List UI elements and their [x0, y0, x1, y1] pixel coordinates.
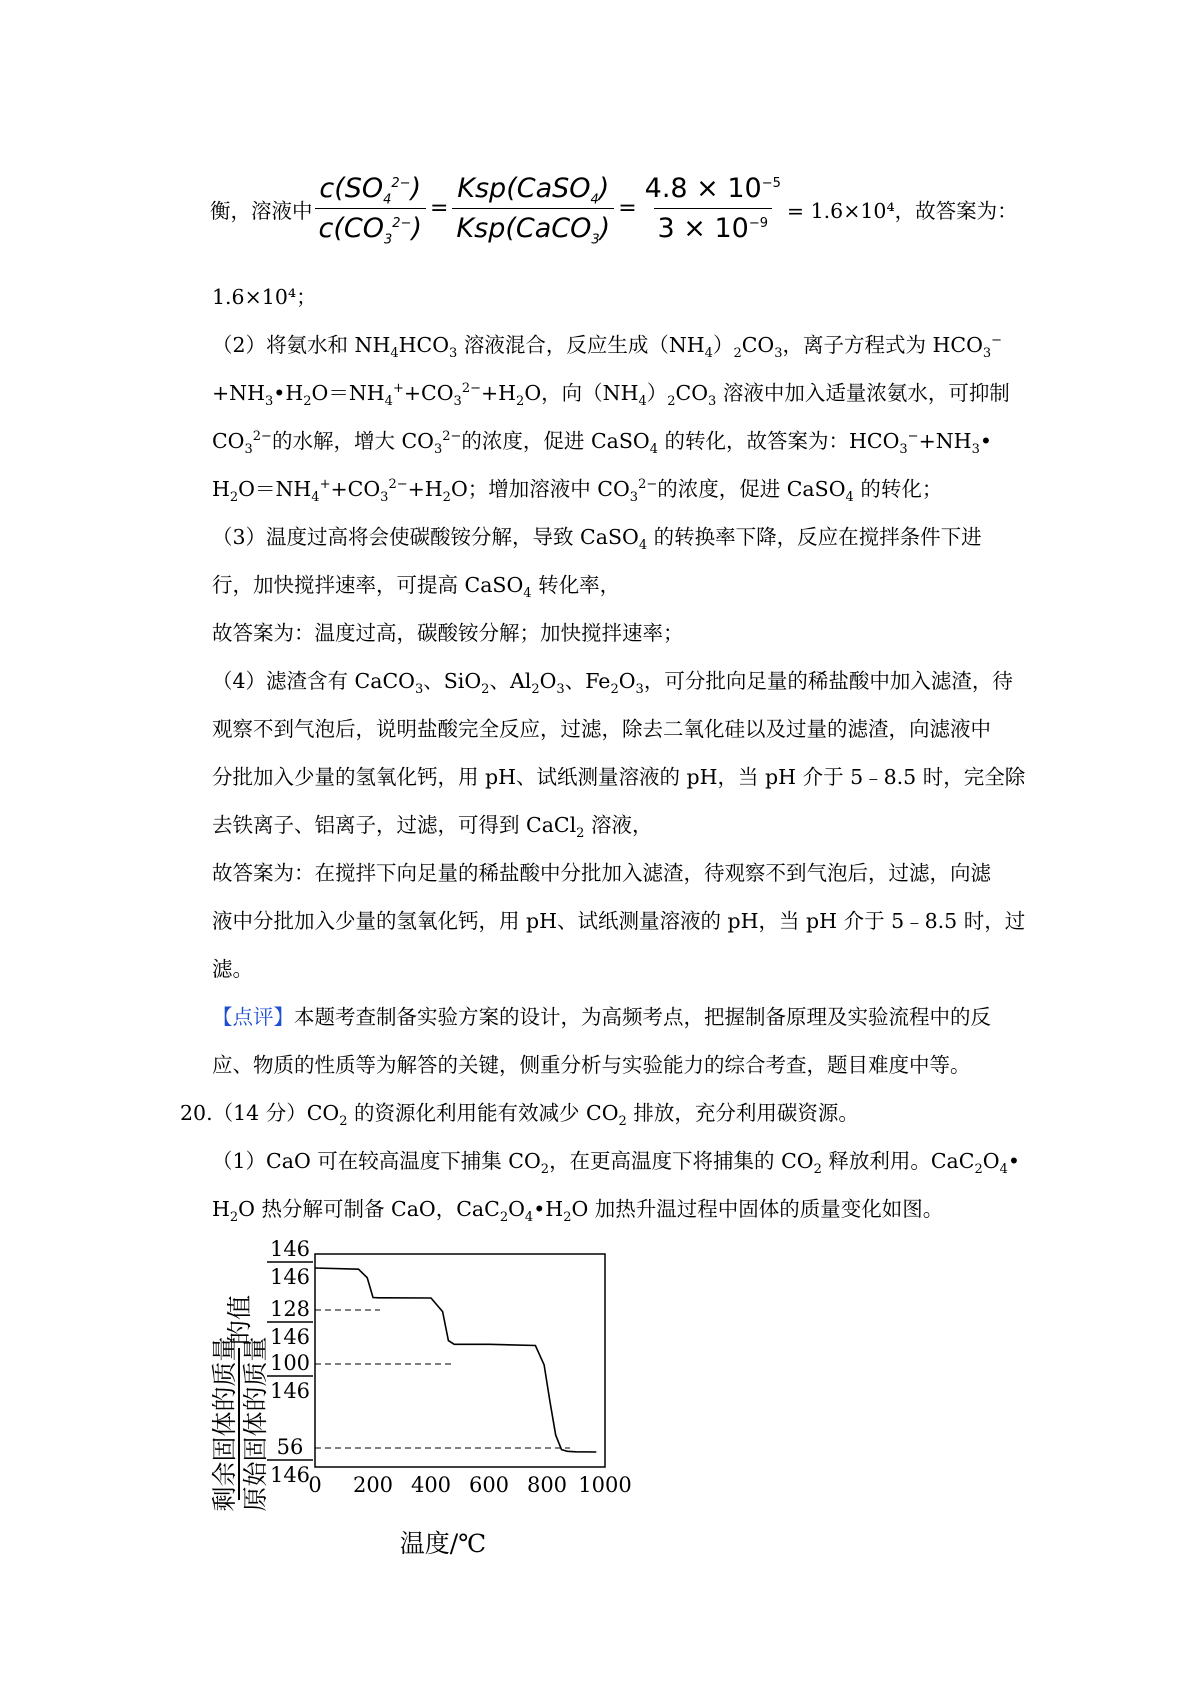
text-line: 故答案为：温度过高，碳酸铵分解；加快搅拌速率； — [212, 621, 684, 645]
fraction-ksp — [452, 173, 614, 248]
plot-frame — [315, 1254, 605, 1467]
fraction-values — [641, 173, 785, 244]
y-tick-fraction — [267, 1297, 313, 1349]
text-line: （1）CaO 可在较高温度下捕集 $CO_2$，在更高温度下将捕集的 $CO_2$ 释放利用。$CaC_2O_4•$ — [212, 1149, 1020, 1178]
comment-line: 应、物质的性质等为解答的关键，侧重分析与实验能力的综合考查，题目难度中等。 — [212, 1053, 971, 1077]
text-line: （4）滤渣含有 CaCO$_3$、SiO$_2$、$Al_2O_3$、$Fe_2O_3$，可分批向足量的稀盐酸中加入滤渣，待 — [212, 669, 1013, 698]
y-tick-numerator: 128 — [269, 1297, 311, 1321]
y-label-numerator: 剩余固体的质量 — [210, 1336, 239, 1512]
y-tick-denominator: 146 — [269, 1265, 311, 1289]
text-line: 滤。 — [212, 957, 253, 981]
text-line: 故答案为：在搅拌下向足量的稀盐酸中分批加入滤渣，待观察不到气泡后，过滤，向滤 — [212, 861, 991, 885]
x-tick-label: 400 — [410, 1473, 452, 1497]
x-tick-labels — [308, 1473, 631, 1497]
text-line: 去铁离子、铝离子，过滤，可得到 CaCl$_2$ 溶液， — [212, 813, 653, 842]
text-line: $+NH_3•H_2O=NH_4^++CO_3^{2-}+H_2O$，向$(NH_4)_2CO_3$ 溶液中加入适量浓氨水，可抑制 — [212, 381, 1010, 410]
y-tick-numerator: 56 — [276, 1435, 304, 1459]
text-line: 观察不到气泡后，说明盐酸完全反应，过滤，除去二氧化硅以及过量的滤渣，向滤液中 — [212, 717, 991, 741]
y-tick-denominator: 146 — [269, 1463, 311, 1487]
fraction-numerator: $4.8 \times 10^{-5}$ — [644, 173, 781, 204]
eq-result: = 1.6×10⁴，故答案为： — [786, 198, 1018, 223]
text-line: $CO_3^{2-}$的水解，增大 $CO_3^{2-}$的浓度，促进 CaSO$_4$ 的转化，故答案为：$HCO_3^-+NH_3•$ — [212, 429, 992, 458]
x-tick-label: 0 — [308, 1473, 322, 1497]
comment-line: 【点评】本题考查制备实验方案的设计，为高频考点，把握制备原理及实验流程中的反 — [212, 1005, 991, 1029]
y-tick-labels — [267, 1240, 313, 1487]
mass-ratio-chart — [205, 1240, 695, 1570]
fraction-denominator: $c(CO_3^{2-})$ — [315, 208, 426, 244]
y-tick-fraction — [267, 1351, 313, 1403]
y-tick-fraction — [267, 1435, 313, 1487]
text-line: 行，加快搅拌速率，可提高 CaSO$_4$ 转化率， — [212, 573, 621, 602]
x-tick-label: 1000 — [578, 1473, 632, 1497]
fraction-numerator: $c(SO_4^{2-})$ — [319, 173, 422, 208]
y-tick-denominator: 146 — [269, 1379, 311, 1403]
mass-curve — [315, 1268, 596, 1452]
text-line: $H_2O$ 热分解可制备 CaO，$CaC_2O_4•H_2O$ 加热升温过程中固体的质量变化如图。 — [212, 1197, 944, 1226]
text-line: 液中分批加入少量的氢氧化钙，用 pH、试纸测量溶液的 pH，当 pH 介于 5﹣8.5 时，过 — [212, 909, 1026, 933]
text-line: 分批加入少量的氢氧化钙，用 pH、试纸测量溶液的 pH，当 pH 介于 5﹣8.5 时，完全除 — [212, 765, 1026, 789]
reference-lines — [315, 1310, 570, 1448]
fraction-numerator: Ksp(CaSO$_4$) — [457, 173, 610, 208]
fraction-denominator: Ksp(CaCO$_3$) — [452, 208, 614, 244]
y-label-denominator: 原始固体的质量 — [241, 1336, 270, 1512]
y-tick-denominator: 146 — [269, 1325, 311, 1349]
fraction-denominator: $3 \times 10^{-9}$ — [654, 208, 773, 244]
fraction-concentration — [315, 173, 426, 248]
x-tick-label: 800 — [526, 1473, 568, 1497]
x-tick-label: 600 — [468, 1473, 510, 1497]
eq-prefix: 衡，溶液中 — [210, 198, 313, 223]
x-axis-label: 温度/℃ — [399, 1529, 487, 1558]
y-tick-numerator: 100 — [269, 1351, 311, 1375]
text-line: $H_2O=NH_4^++CO_3^{2-}+H_2O$；增加溶液中 $CO_3^{2-}$的浓度，促进 CaSO$_4$ 的转化； — [212, 477, 943, 506]
question-title: 20.（14 分）$CO_2$ 的资源化利用能有效减少 $CO_2$ 排放，充分利用碳资源。 — [180, 1101, 859, 1130]
y-axis-label — [210, 1295, 270, 1512]
y-label-suffix: 的值 — [225, 1294, 254, 1346]
answer-line: 1.6×10⁴； — [212, 285, 317, 309]
y-tick-numerator: 146 — [269, 1240, 311, 1261]
comment-tag: 【点评】 — [212, 1005, 294, 1029]
text-line: （3）温度过高将会使碳酸铵分解，导致 CaSO$_4$ 的转换率下降，反应在搅拌条件下进 — [212, 525, 982, 554]
text-line: （2）将氨水和 $NH_4HCO_3$ 溶液混合，反应生成$(NH_4)_2CO_3$，离子方程式为 $HCO_3^-$ — [212, 333, 1003, 362]
x-tick-label: 200 — [352, 1473, 394, 1497]
ratio-equation: 衡，溶液中 $\frac{c(SO_4^{2-})}{c(CO_3^{2-})}$ = $\frac{Ksp(CaSO_4)}{Ksp(CaCO_3)}$ = $\frac{4.8 \times 10^{-5}}{3 \times 10^{-9}}$ = 1.6×10⁴，故答案为： — [210, 173, 1018, 248]
y-tick-fraction — [267, 1240, 313, 1289]
